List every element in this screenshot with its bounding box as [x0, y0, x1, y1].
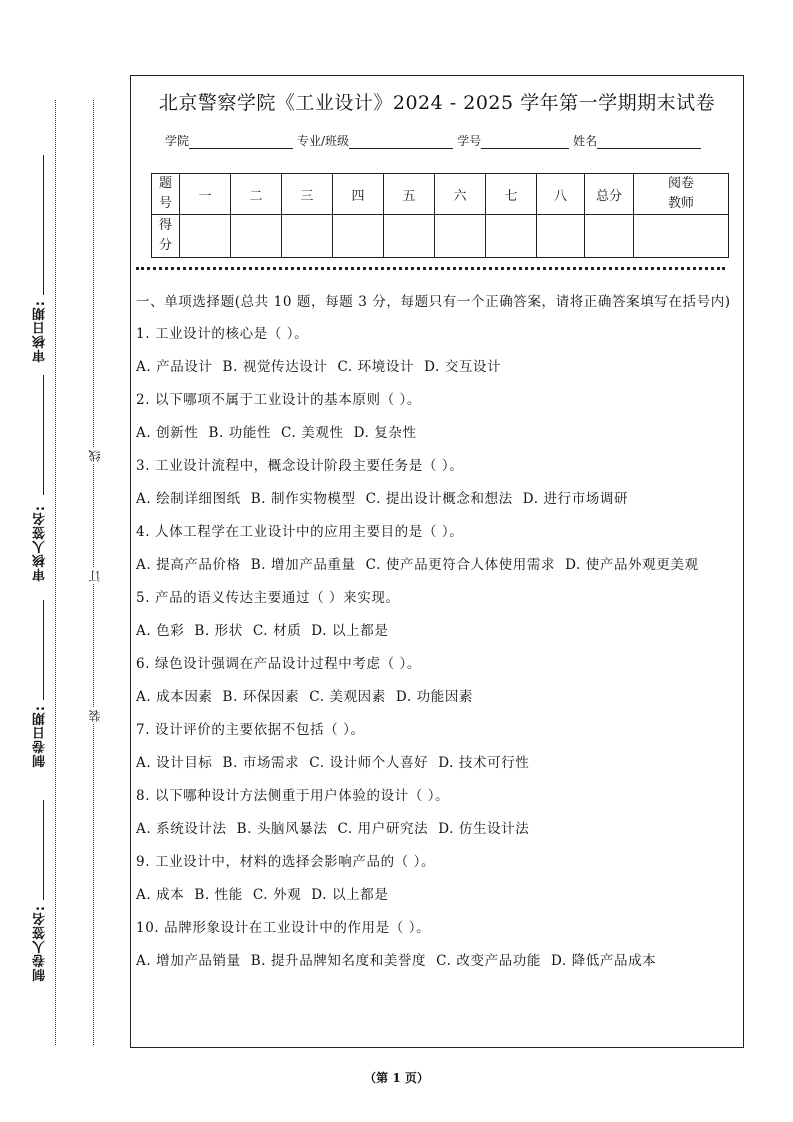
option: A. 系统设计法	[136, 821, 227, 837]
score-col-4: 四	[333, 174, 384, 215]
question-stem: 6. 绿色设计强调在产品设计过程中考虑（ ）。	[136, 656, 422, 672]
major-field[interactable]	[349, 134, 453, 149]
option: D. 交互设计	[424, 359, 502, 375]
question-options	[136, 884, 741, 906]
student-id-label: 学号	[457, 134, 482, 148]
score-table	[151, 173, 729, 258]
question-options	[136, 686, 741, 708]
score-col-7: 七	[486, 174, 537, 215]
college-label: 学院	[165, 134, 190, 148]
score-col-5: 五	[384, 174, 435, 215]
option: A. 成本因素	[136, 689, 213, 705]
score-col-1: 一	[180, 174, 231, 215]
question-list	[136, 323, 741, 972]
question-options	[136, 818, 741, 840]
question-options	[136, 356, 741, 378]
page-number: （第 1 页）	[364, 1071, 429, 1085]
question-stem: 8. 以下哪种设计方法侧重于用户体验的设计（ ）。	[136, 788, 450, 804]
option: A. 增加产品销量	[136, 953, 241, 969]
score-row1-label: 题号	[152, 174, 180, 215]
question-options	[136, 488, 741, 510]
question-stem: 4. 人体工程学在工业设计中的应用主要目的是（ ）。	[136, 524, 464, 540]
section-title: 一、单项选择题(总共 10 题，每题 3 分，每题只有一个正确答案，请将正确答案填写在括号内)	[136, 294, 731, 310]
score-cell[interactable]	[537, 215, 585, 258]
option: B. 视觉传达设计	[222, 359, 328, 375]
score-cell[interactable]	[634, 215, 729, 258]
option: C. 美观性	[281, 425, 344, 441]
name-label: 姓名	[573, 134, 598, 148]
option: B. 功能性	[208, 425, 272, 441]
question-options	[136, 620, 741, 642]
score-cell[interactable]	[282, 215, 333, 258]
option: C. 提出设计概念和想法	[365, 491, 513, 507]
option: B. 市场需求	[222, 755, 300, 771]
option: D. 以上都是	[311, 623, 389, 639]
score-col-2: 二	[231, 174, 282, 215]
option: C. 用户研究法	[337, 821, 429, 837]
score-row2-label: 得分	[152, 215, 180, 258]
score-col-total: 总分	[585, 174, 634, 215]
option: A. 成本	[136, 887, 185, 903]
score-col-grader: 阅卷教师	[634, 174, 729, 215]
option: B. 增加产品重量	[250, 557, 356, 573]
maker-date-line[interactable]	[43, 600, 44, 700]
question-stem: 5. 产品的语义传达主要通过（ ）来实现。	[136, 590, 400, 606]
score-col-8: 八	[537, 174, 585, 215]
question-options	[136, 752, 741, 774]
separator-dotted	[136, 267, 725, 270]
option: D. 降低产品成本	[550, 953, 657, 969]
score-cell[interactable]	[435, 215, 486, 258]
question-section	[136, 291, 741, 983]
option: A. 创新性	[136, 425, 199, 441]
reviewer-date-field: 审核日期:	[32, 300, 48, 363]
option: A. 绘制详细图纸	[136, 491, 241, 507]
exam-title: 北京警察学院《工业设计》2024 - 2025 学年第一学期期末试卷	[158, 92, 716, 114]
reviewer-signature-field: 审核人签名:	[32, 505, 48, 582]
name-field[interactable]	[597, 134, 701, 149]
option: C. 设计师个人喜好	[309, 755, 429, 771]
student-info-row	[165, 132, 705, 149]
score-col-6: 六	[435, 174, 486, 215]
option: C. 使产品更符合人体使用需求	[365, 557, 556, 573]
option: D. 仿生设计法	[438, 821, 530, 837]
option: D. 以上都是	[311, 887, 389, 903]
option: B. 环保因素	[222, 689, 300, 705]
option: B. 头脑风暴法	[236, 821, 328, 837]
score-table-value-row	[152, 215, 729, 258]
exam-frame	[130, 75, 744, 1048]
option: C. 外观	[252, 887, 302, 903]
option: D. 使产品外观更美观	[565, 557, 699, 573]
college-field[interactable]	[189, 134, 293, 149]
option: C. 环境设计	[337, 359, 415, 375]
option: A. 提高产品价格	[136, 557, 241, 573]
reviewer-date-line[interactable]	[43, 155, 44, 295]
bind-char-staple: 订	[88, 570, 102, 582]
bind-char-bind: 装	[88, 710, 102, 722]
option: C. 美观因素	[309, 689, 386, 705]
option: B. 性能	[194, 887, 243, 903]
option: A. 产品设计	[136, 359, 213, 375]
maker-signature-field: 制卷人签名:	[32, 905, 48, 982]
score-cell[interactable]	[180, 215, 231, 258]
score-cell[interactable]	[231, 215, 282, 258]
reviewer-signature-line[interactable]	[43, 375, 44, 495]
score-table-header-row	[152, 174, 729, 215]
bind-char-line: 线	[88, 450, 102, 462]
score-col-3: 三	[282, 174, 333, 215]
option: D. 复杂性	[353, 425, 417, 441]
maker-signature-line[interactable]	[43, 800, 44, 900]
student-id-field[interactable]	[481, 134, 569, 149]
question-options	[136, 554, 741, 576]
score-cell[interactable]	[585, 215, 634, 258]
score-cell[interactable]	[384, 215, 435, 258]
option: A. 色彩	[136, 623, 185, 639]
option: D. 功能因素	[395, 689, 474, 705]
option: B. 提升品牌知名度和美誉度	[250, 953, 427, 969]
maker-date-field: 制卷日期:	[32, 705, 48, 768]
question-stem: 2. 以下哪项不属于工业设计的基本原则（ ）。	[136, 392, 422, 408]
question-options	[136, 950, 741, 972]
major-label: 专业/班级	[297, 134, 350, 148]
question-options	[136, 422, 741, 444]
score-cell[interactable]	[333, 215, 384, 258]
question-stem: 1. 工业设计的核心是（ ）。	[136, 326, 309, 342]
option: A. 设计目标	[136, 755, 213, 771]
question-stem: 9. 工业设计中，材料的选择会影响产品的（ ）。	[136, 854, 436, 870]
option: B. 制作实物模型	[250, 491, 356, 507]
question-stem: 3. 工业设计流程中，概念设计阶段主要任务是（ ）。	[136, 458, 464, 474]
question-stem: 10. 品牌形象设计在工业设计中的作用是（ ）。	[136, 920, 431, 936]
option: D. 进行市场调研	[522, 491, 629, 507]
option: C. 改变产品功能	[436, 953, 541, 969]
option: D. 技术可行性	[438, 755, 530, 771]
question-stem: 7. 设计评价的主要依据不包括（ ）。	[136, 722, 365, 738]
option: B. 形状	[194, 623, 243, 639]
score-cell[interactable]	[486, 215, 537, 258]
option: C. 材质	[252, 623, 302, 639]
